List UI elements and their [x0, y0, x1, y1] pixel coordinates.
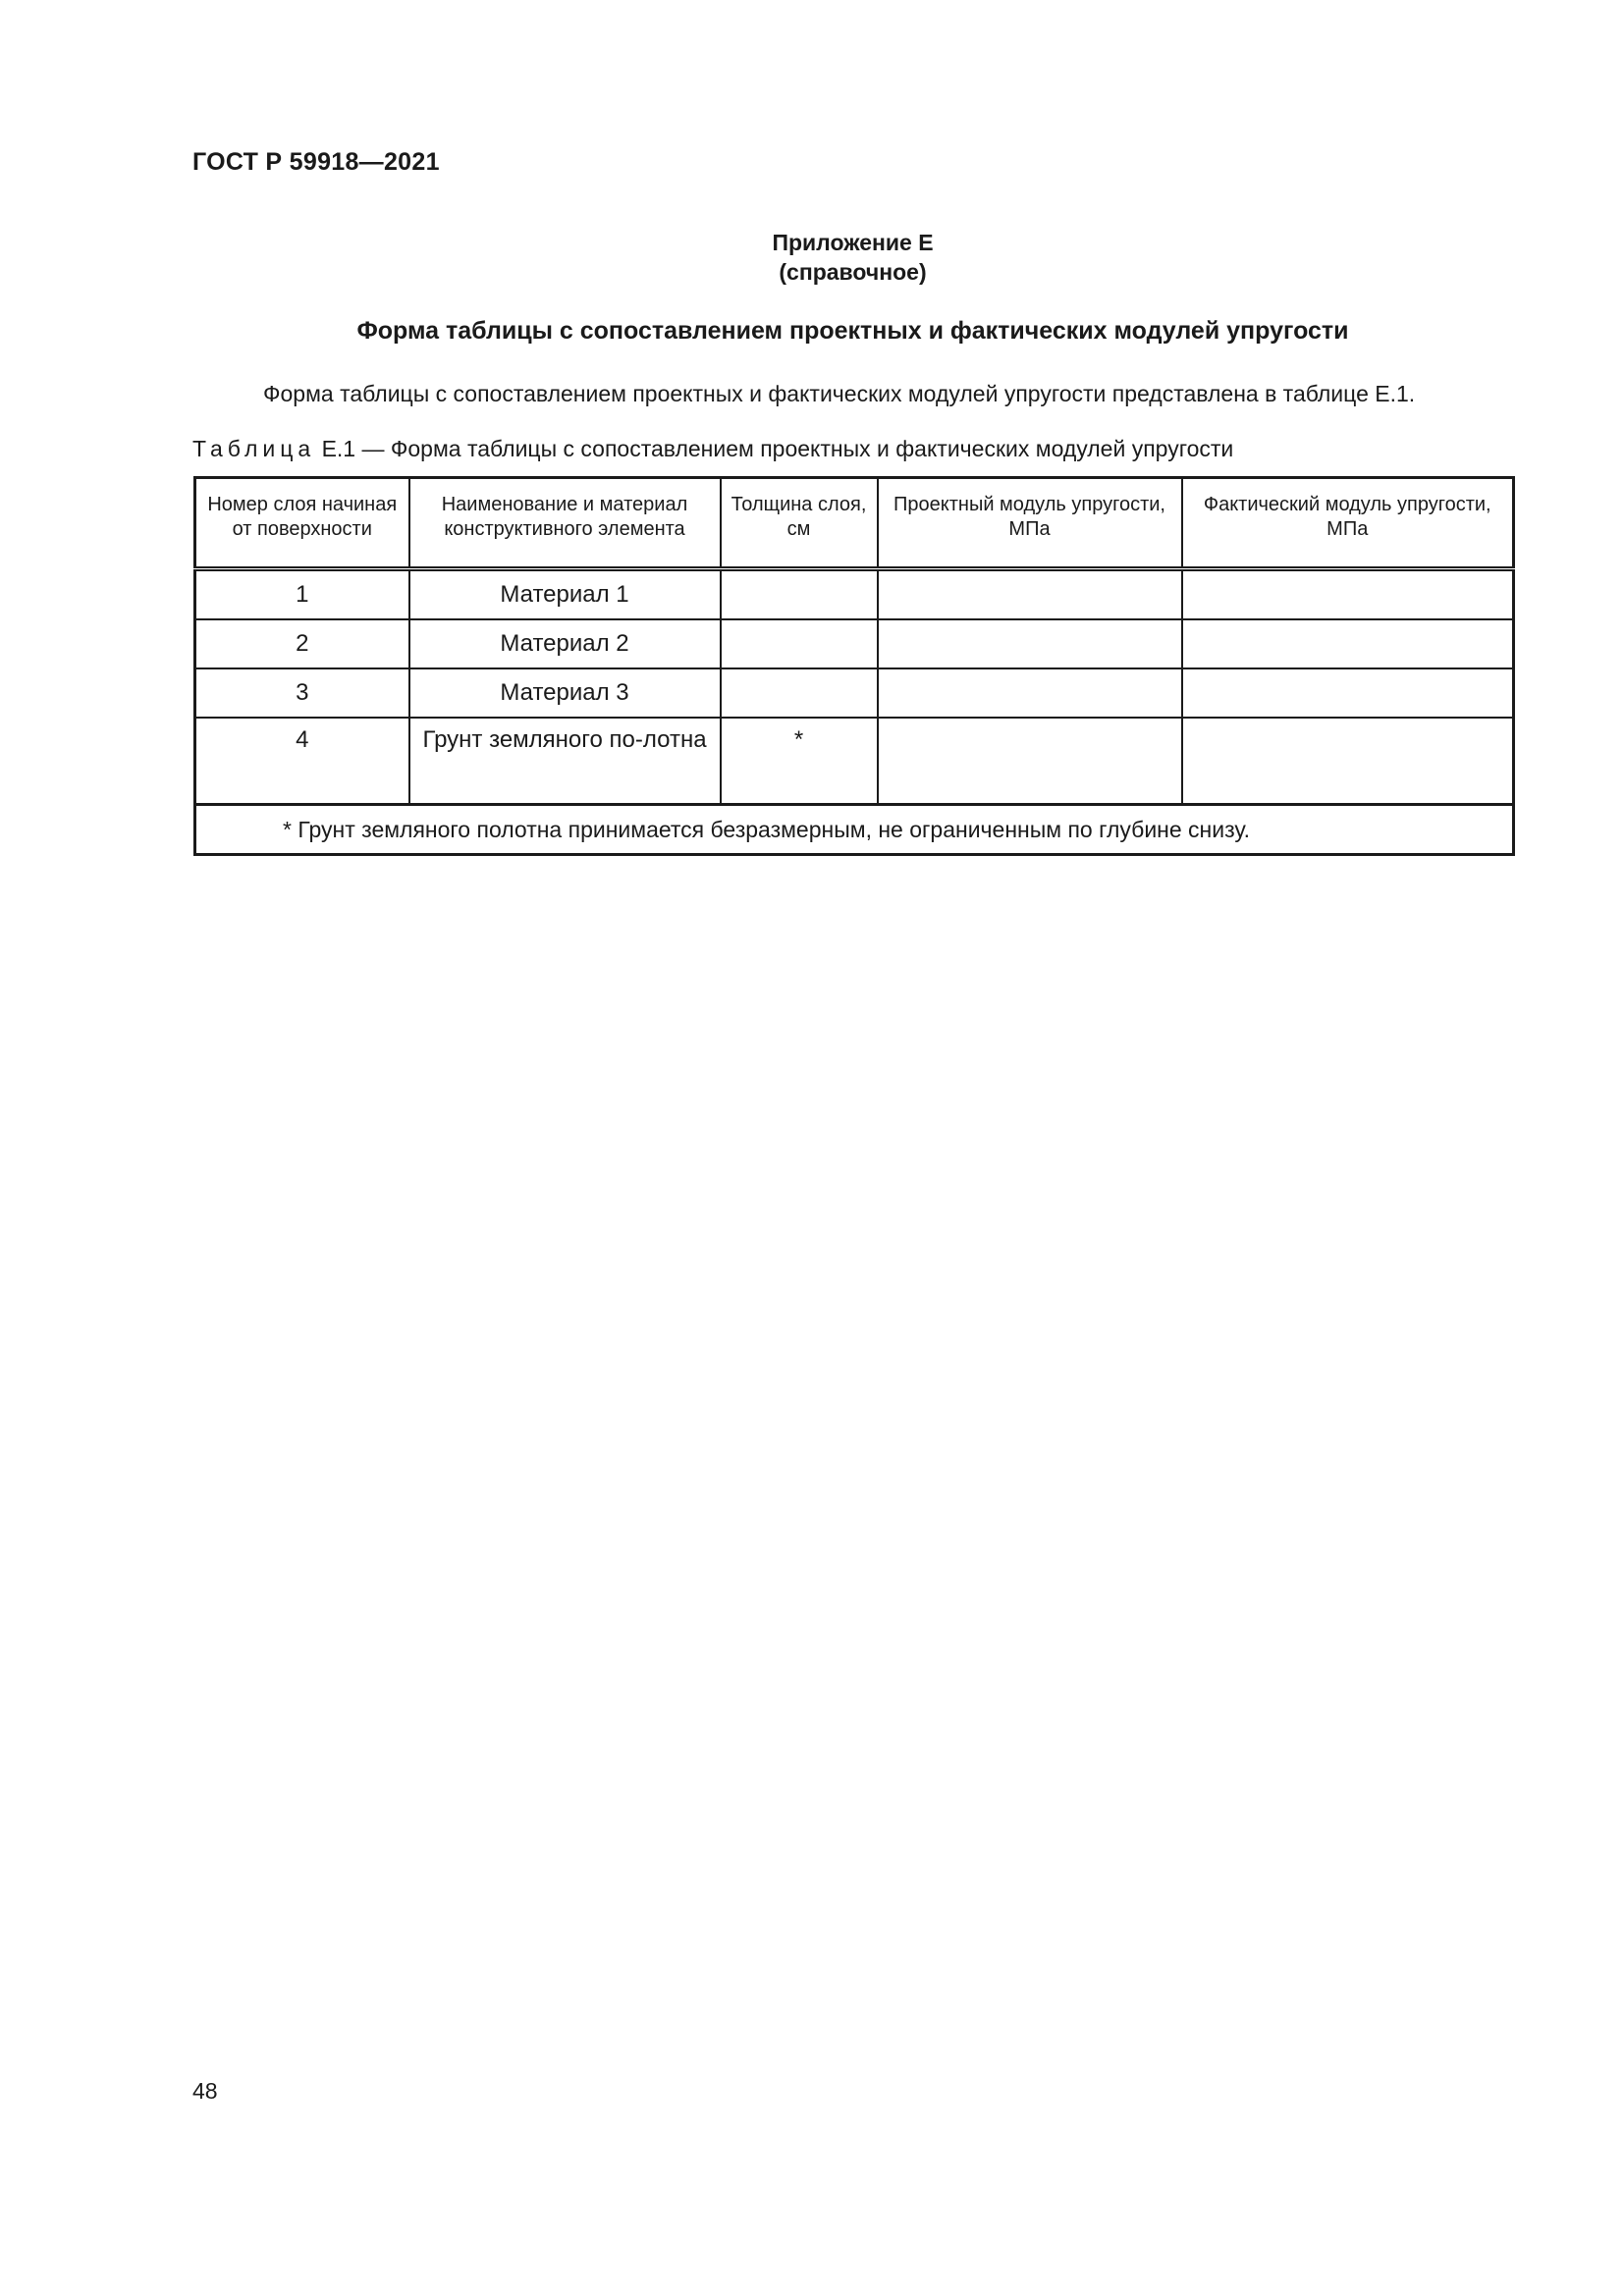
cell-thickness [721, 668, 878, 718]
column-header-layer-number: Номер слоя начиная от поверхности [195, 478, 409, 569]
cell-actual-modulus [1182, 718, 1514, 805]
table-row [195, 569, 1514, 620]
cell-element-name: Материал 2 [409, 619, 721, 668]
cell-actual-modulus [1182, 668, 1514, 718]
intro-paragraph: Форма таблицы с сопоставлением проектных и фактических модулей упругости представлена в таблице Е.1. [263, 381, 1416, 406]
table-row [195, 718, 1514, 805]
table-caption-label: Таблица [192, 436, 316, 461]
cell-element-name: Материал 1 [409, 569, 721, 620]
cell-thickness: * [721, 718, 878, 805]
table-caption [192, 436, 1233, 462]
table-row [195, 668, 1514, 718]
column-header-design-modulus: Проектный модуль упругости, МПа [878, 478, 1182, 569]
cell-thickness [721, 619, 878, 668]
cell-element-name: Грунт земляного по-лотна [409, 718, 721, 805]
cell-element-name: Материал 3 [409, 668, 721, 718]
appendix-title: Приложение Е [772, 230, 934, 255]
table-row [195, 619, 1514, 668]
elasticity-modulus-table [193, 476, 1515, 856]
cell-layer-number: 3 [195, 668, 409, 718]
cell-actual-modulus [1182, 619, 1514, 668]
table-caption-text: Е.1 — Форма таблицы с сопоставлением проектных и фактических модулей упругости [315, 436, 1234, 461]
cell-layer-number: 4 [195, 718, 409, 805]
section-title: Форма таблицы с сопоставлением проектных и фактических модулей упругости [356, 317, 1349, 345]
cell-design-modulus [878, 569, 1182, 620]
column-header-actual-modulus: Фактический модуль упругости, МПа [1182, 478, 1514, 569]
cell-layer-number: 2 [195, 619, 409, 668]
column-header-element-name: Наименование и материал конструктивного элемента [409, 478, 721, 569]
cell-design-modulus [878, 718, 1182, 805]
cell-actual-modulus [1182, 569, 1514, 620]
cell-design-modulus [878, 619, 1182, 668]
cell-thickness [721, 569, 878, 620]
appendix-heading [192, 228, 1513, 287]
table-footnote-row [195, 805, 1514, 855]
column-header-thickness: Толщина слоя, см [721, 478, 878, 569]
document-code: ГОСТ Р 59918—2021 [192, 148, 440, 176]
table-footnote: * Грунт земляного полотна принимается безразмерным, не ограниченным по глубине снизу. [195, 805, 1514, 855]
cell-design-modulus [878, 668, 1182, 718]
table-header-row [195, 478, 1514, 569]
appendix-subtitle: (справочное) [779, 259, 927, 285]
cell-layer-number: 1 [195, 569, 409, 620]
page-number: 48 [192, 2078, 218, 2104]
